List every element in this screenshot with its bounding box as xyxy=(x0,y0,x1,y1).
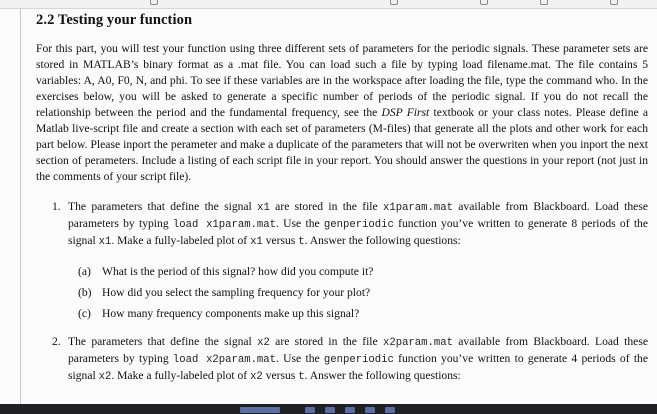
text: function you’ve written to generate 4 periods of the signal xyxy=(68,352,648,382)
toolbar-icon[interactable] xyxy=(150,0,158,5)
question-item xyxy=(78,306,648,322)
code: x1 xyxy=(98,236,112,248)
code: genperiodic xyxy=(323,219,394,231)
book-title: DSP First xyxy=(381,106,430,119)
question-text: How did you select the sampling frequency for your plot? xyxy=(102,286,371,299)
question-text: What is the period of this signal? how did you compute it? xyxy=(102,265,374,278)
toolbar-icon[interactable] xyxy=(610,0,618,5)
code: t xyxy=(298,236,305,248)
toolbar-icon[interactable] xyxy=(390,0,398,5)
toolbar-icon[interactable] xyxy=(480,0,488,5)
viewer-toolbar xyxy=(0,0,657,9)
toolbar-icon[interactable] xyxy=(540,0,548,5)
question-text: How many frequency components make up this signal? xyxy=(102,307,360,320)
text: The parameters that define the signal xyxy=(68,200,258,213)
code: t xyxy=(298,371,305,383)
question-label: (a) xyxy=(78,265,91,278)
code: x1 xyxy=(250,236,263,248)
code: x2param.mat xyxy=(383,337,453,349)
text: versus xyxy=(262,369,299,382)
text: available from Blackboard. Load these parameters by typing xyxy=(68,200,648,230)
intro-text-1: For this part, you will test your function using three different sets of parameters for the periodic signals. These parameter sets are stored in MATLAB’s binary format as a .mat file. You can load such a file by typing load filename.mat. The file contains 5 variables: A, A0, F0, N, and phi. To see if these variables are in the workspace after loading the file, type the command who. In the exercises below, you will be asked to generate a specific number of periods of the periodic signal. If you do not recall the relationship between the period and the fundamental frequency, see the xyxy=(36,42,648,119)
code: x2 xyxy=(250,371,263,383)
taskbar-icon[interactable] xyxy=(345,407,355,413)
code: x2 xyxy=(98,371,112,383)
text: are stored in the file xyxy=(269,335,383,348)
intro-paragraph xyxy=(36,41,648,185)
text: . Answer the following questions: xyxy=(304,369,461,382)
text: . Use the xyxy=(276,352,324,365)
text: versus xyxy=(262,234,299,247)
question-label: (b) xyxy=(78,286,92,299)
text: . Make a fully-labeled plot of xyxy=(111,234,251,247)
text: . Make a fully-labeled plot of xyxy=(111,369,251,382)
taskbar-icon[interactable] xyxy=(365,407,375,413)
code: x1param.mat xyxy=(383,202,453,214)
text: function you’ve written to generate 8 periods of the signal xyxy=(68,217,648,247)
text: The parameters that define the signal xyxy=(68,335,258,348)
intro-text-2: textbook or your class notes. Please define a Matlab live-script file and create a section with each set of parameters (M-files) that generate all the plots and other work for each part below. Please inport the perameter and make a duplicate of the parameters that will not be overwriten when you inport the next section of perameters. Include a listing of each script file in your report. You should answer the questions in your report (not just in the comments of your script file). xyxy=(36,106,648,183)
text: are stored in the file xyxy=(269,200,383,213)
text: available from Blackboard. Load these parameters by typing xyxy=(68,335,648,365)
exercise-list xyxy=(36,199,648,385)
question-item xyxy=(78,264,648,280)
taskbar-icon[interactable] xyxy=(305,407,315,413)
question-list xyxy=(68,264,648,322)
section-title: 2.2 Testing your function xyxy=(36,12,193,28)
question-item xyxy=(78,285,648,301)
code: x1 xyxy=(257,202,270,214)
taskbar-icon[interactable] xyxy=(385,407,395,413)
page-content xyxy=(36,12,648,397)
exercise-number: 2. xyxy=(52,335,61,348)
exercise-item xyxy=(52,199,648,322)
code: x2 xyxy=(257,337,270,349)
question-label: (c) xyxy=(78,307,91,320)
taskbar-icon[interactable] xyxy=(325,407,335,413)
exercise-item xyxy=(52,334,648,385)
code: load x1param.mat xyxy=(172,219,276,231)
taskbar xyxy=(0,404,657,414)
taskbar-button[interactable] xyxy=(240,407,280,413)
text: . Answer the following questions: xyxy=(304,234,461,247)
text: . Use the xyxy=(276,217,324,230)
code: genperiodic xyxy=(323,354,394,366)
page-margin-line xyxy=(20,8,21,408)
exercise-number: 1. xyxy=(52,200,61,213)
code: load x2param.mat xyxy=(172,354,276,366)
